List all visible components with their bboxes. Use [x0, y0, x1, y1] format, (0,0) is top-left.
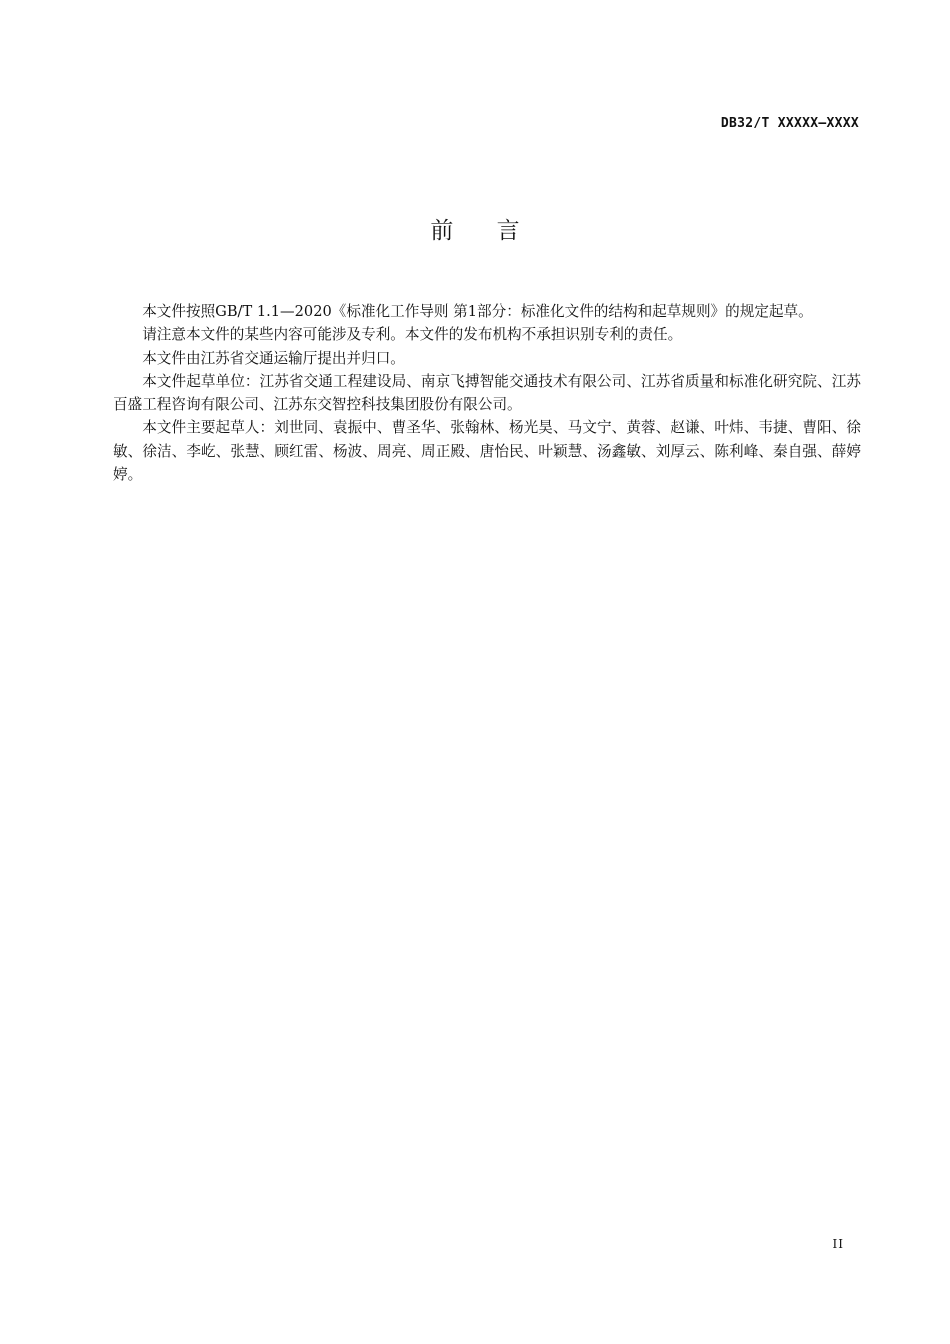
paragraph-patent-notice: 请注意本文件的某些内容可能涉及专利。本文件的发布机构不承担识别专利的责任。 — [142, 326, 683, 344]
paragraph-drafters: 本文件主要起草人：刘世同、袁振中、曹圣华、张翰林、杨光昊、马文宁、黄蓉、赵谦、叶炜、韦捷、曹阳、徐敏、徐洁、李屹、张慧、顾红雷、杨波、周亮、周正殿、唐怡民、叶颖慧、汤鑫敏、刘厚云、陈利峰、秦自强、薛婷婷。 — [113, 419, 861, 484]
foreword-body — [113, 300, 861, 486]
document-code: DB32/T XXXXX—XXXX — [720, 116, 859, 131]
paragraph-proposer: 本文件由江苏省交通运输厅提出并归口。 — [142, 349, 405, 367]
page-title: 前 言 — [430, 218, 538, 244]
page-number: II — [832, 1237, 844, 1251]
paragraph-drafting-rules: 本文件按照GB/T 1.1—2020《标准化工作导则 第1部分：标准化文件的结构和起草规则》的规定起草。 — [142, 303, 813, 320]
paragraph-drafting-units: 本文件起草单位：江苏省交通工程建设局、南京飞搏智能交通技术有限公司、江苏省质量和标准化研究院、江苏百盛工程咨询有限公司、江苏东交智控科技集团股份有限公司。 — [113, 372, 861, 414]
